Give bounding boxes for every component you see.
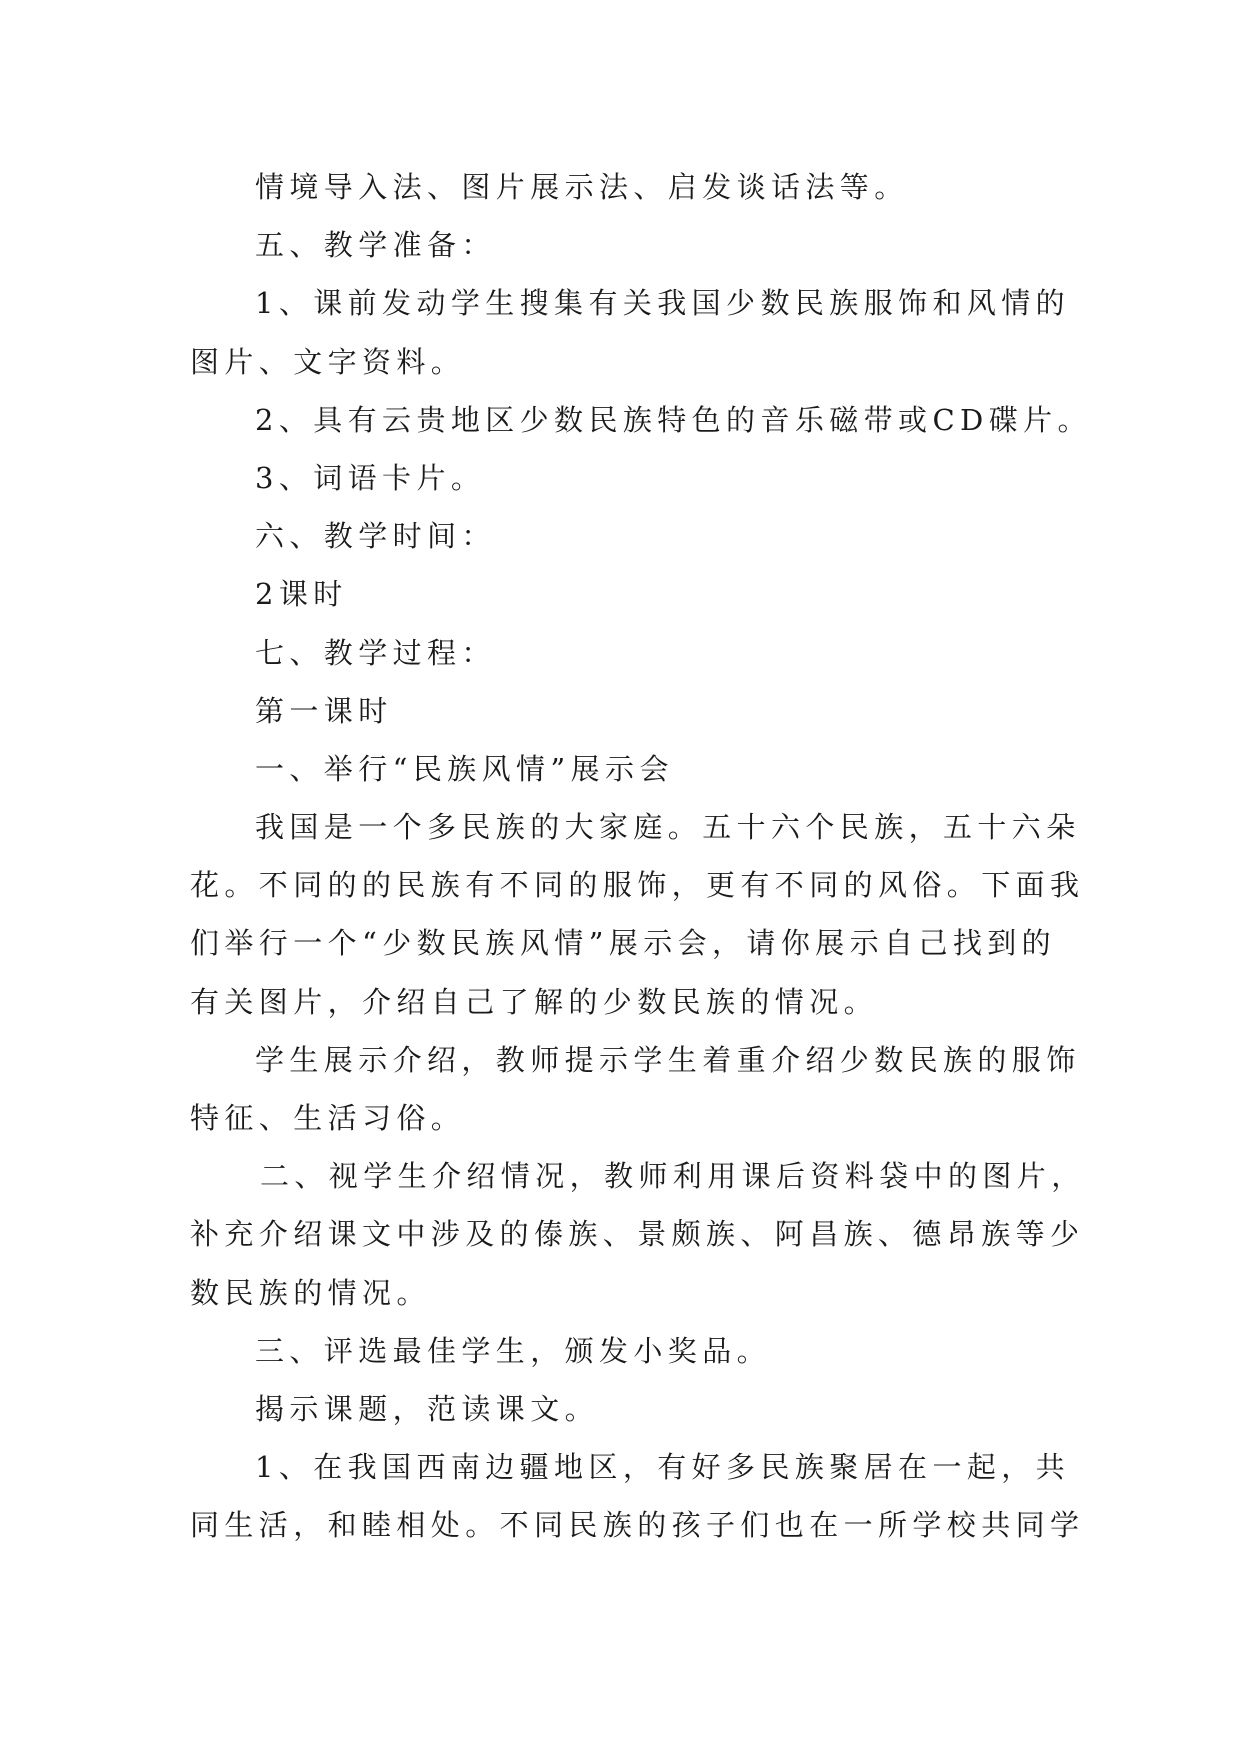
text-line: 二、视学生介绍情况，教师利用课后资料袋中的图片， <box>260 1159 1086 1194</box>
text-line: 2、具有云贵地区少数民族特色的音乐磁带或CD碟片。 <box>255 402 1092 437</box>
text-line: 补充介绍课文中涉及的傣族、景颇族、阿昌族、德昂族等少 <box>190 1217 1085 1252</box>
text-line: 数民族的情况。 <box>190 1275 431 1310</box>
text-line: 揭示课题，范读课文。 <box>255 1391 600 1426</box>
text-line: 学生展示介绍，教师提示学生着重介绍少数民族的服饰 <box>255 1042 1081 1077</box>
section-heading: 五、教学准备： <box>255 228 496 263</box>
text-line: 图片、文字资料。 <box>190 344 466 379</box>
text-line: 我国是一个多民族的大家庭。五十六个民族，五十六朵 <box>255 810 1081 845</box>
text-line: 花。不同的的民族有不同的服饰，更有不同的风俗。下面我 <box>190 868 1085 903</box>
text-line: 特征、生活习俗。 <box>190 1101 466 1135</box>
section-heading: 六、教学时间： <box>255 519 496 554</box>
text-line: 们举行一个“少数民族风情”展示会，请你展示自己找到的 <box>190 926 1057 961</box>
section-heading: 七、教学过程： <box>255 635 496 670</box>
text-line: 2课时 <box>255 577 348 612</box>
text-line: 情境导入法、图片展示法、启发谈话法等。 <box>255 170 909 204</box>
text-line: 1、课前发动学生搜集有关我国少数民族服饰和风情的 <box>255 286 1071 321</box>
document-body <box>190 158 1092 1555</box>
subsection-heading: 第一课时 <box>255 693 393 728</box>
text-line: 同生活，和睦相处。不同民族的孩子们也在一所学校共同学 <box>190 1508 1085 1543</box>
text-line: 有关图片，介绍自己了解的少数民族的情况。 <box>190 984 879 1019</box>
text-line: 3、词语卡片。 <box>255 460 486 495</box>
text-line: 三、评选最佳学生，颁发小奖品。 <box>255 1333 772 1368</box>
text-line: 一、举行“民族风情”展示会 <box>255 751 674 786</box>
text-line: 1、在我国西南边疆地区，有好多民族聚居在一起，共 <box>255 1450 1071 1485</box>
